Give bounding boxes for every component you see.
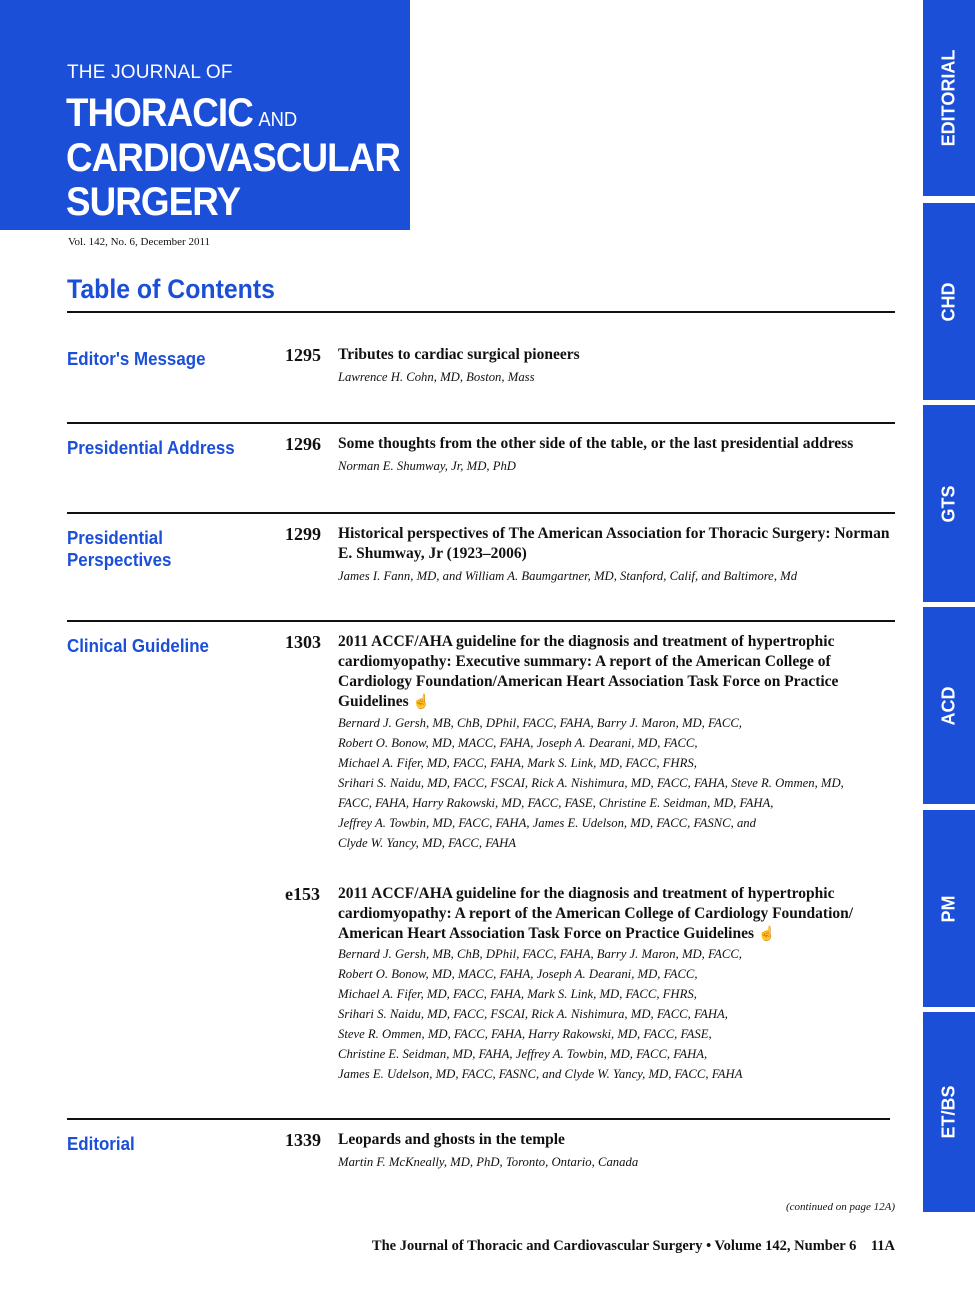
mouse-hand-icon[interactable]: ☝ (758, 927, 776, 942)
section-rule (67, 620, 895, 622)
tab-et-bs[interactable] (923, 1012, 975, 1212)
section-label: Presidential Perspectives (67, 528, 172, 570)
masthead-line-thoracic (66, 93, 297, 133)
article-title-text: 2011 ACCF/AHA guideline for the diagnosis and treatment of hypertrophic cardiomyopathy: Executive summary: A report of the American College of Cardiology Foundation/American Heart Association Task Force on Practice Guidelines (338, 633, 839, 710)
page-number: 1299 (285, 524, 321, 544)
continued-note: (continued on page 12A) (785, 1201, 895, 1213)
tab-label: PM (938, 895, 959, 922)
authors-line: James I. Fann, MD, and William A. Baumgartner, MD, Stanford, Calif, and Baltimore, Md (338, 569, 798, 583)
section-rule (67, 512, 895, 514)
page-number: 1295 (285, 345, 321, 365)
authors-line: Clyde W. Yancy, MD, FACC, FAHA (338, 836, 516, 850)
volume-info: Vol. 142, No. 6, December 2011 (68, 236, 211, 248)
authors-line: Robert O. Bonow, MD, MACC, FAHA, Joseph A. Dearani, MD, FACC, (338, 736, 698, 750)
article-title[interactable]: Some thoughts from the other side of the table, or the last presidential address (338, 435, 854, 452)
authors-line: Lawrence H. Cohn, MD, Boston, Mass (338, 370, 535, 384)
page-number: 1339 (285, 1130, 321, 1150)
page-number: e153 (285, 884, 320, 904)
tab-gts[interactable] (923, 405, 975, 602)
tab-editorial[interactable] (923, 0, 975, 196)
authors-line: Robert O. Bonow, MD, MACC, FAHA, Joseph A. Dearani, MD, FACC, (338, 967, 698, 981)
tab-label: GTS (938, 484, 959, 523)
tab-pm[interactable] (923, 810, 975, 1007)
tab-chd[interactable] (923, 203, 975, 400)
article-title[interactable]: Tributes to cardiac surgical pioneers (338, 346, 580, 363)
page-number: 1303 (285, 632, 321, 652)
section-label: Clinical Guideline (67, 636, 209, 656)
tab-label: CHD (938, 282, 959, 321)
authors-line: James E. Udelson, MD, FACC, FASNC, and Clyde W. Yancy, MD, FACC, FAHA (338, 1067, 743, 1081)
tab-label: ACD (938, 686, 959, 725)
article-title[interactable] (338, 632, 898, 713)
article-title-text: 2011 ACCF/AHA guideline for the diagnosis and treatment of hypertrophic cardiomyopathy: A report of the American College of Cardiology Foundation/ American Heart Association Task Force on Practice Guidelines (338, 885, 854, 942)
authors-line: Bernard J. Gersh, MB, ChB, DPhil, FACC, FAHA, Barry J. Maron, MD, FACC, (338, 947, 742, 961)
authors-line: Srihari S. Naidu, MD, FACC, FSCAI, Rick A. Nishimura, MD, FACC, FAHA, (338, 1007, 728, 1021)
authors-line: Michael A. Fifer, MD, FACC, FAHA, Mark S. Link, MD, FACC, FHRS, (338, 756, 697, 770)
page-title: Table of Contents (67, 274, 275, 304)
authors-line: Christine E. Seidman, MD, FAHA, Jeffrey A. Towbin, MD, FACC, FAHA, (338, 1047, 708, 1061)
authors-line: Michael A. Fifer, MD, FACC, FAHA, Mark S. Link, MD, FACC, FHRS, (338, 987, 697, 1001)
article-title[interactable]: Leopards and ghosts in the temple (338, 1131, 565, 1148)
authors-line: Norman E. Shumway, Jr, MD, PhD (338, 459, 516, 473)
article-title[interactable]: Historical perspectives of The American Association for Thoracic Surgery: Norman E. Shumway, Jr (1923–2006) (338, 525, 890, 562)
section-label: Editor's Message (67, 349, 206, 369)
journal-masthead (0, 0, 410, 230)
page-number: 1296 (285, 434, 321, 454)
section-tabs (923, 0, 975, 1215)
masthead-line-journal-of: THE JOURNAL OF (67, 62, 233, 83)
authors-line: Martin F. McKneally, MD, PhD, Toronto, Ontario, Canada (338, 1155, 639, 1169)
authors-line: Srihari S. Naidu, MD, FACC, FSCAI, Rick A. Nishimura, MD, FACC, FAHA, Steve R. Ommen, MD, (338, 776, 844, 790)
section-label: Editorial (67, 1134, 135, 1154)
tab-label: ET/BS (938, 1085, 959, 1139)
article-title[interactable] (338, 884, 898, 945)
masthead-thoracic: THORACIC (66, 91, 253, 135)
masthead-and: AND (258, 109, 298, 131)
authors-line: Jeffrey A. Towbin, MD, FACC, FAHA, James E. Udelson, MD, FACC, FASNC, and (338, 816, 756, 830)
section-rule (67, 422, 895, 424)
section-label: Presidential Address (67, 438, 235, 458)
mouse-hand-icon[interactable]: ☝ (412, 695, 431, 710)
masthead-cardiovascular: CARDIOVASCULAR (66, 136, 400, 180)
authors-line: Steve R. Ommen, MD, FACC, FAHA, Harry Rakowski, MD, FACC, FASE, (338, 1027, 712, 1041)
authors-line: Bernard J. Gersh, MB, ChB, DPhil, FACC, FAHA, Barry J. Maron, MD, FACC, (338, 716, 742, 730)
page-footer: The Journal of Thoracic and Cardiovascular Surgery • Volume 142, Number 6 11A (371, 1238, 895, 1254)
section-rule (67, 1118, 890, 1120)
masthead-surgery: SURGERY (66, 180, 241, 224)
title-rule (67, 311, 895, 313)
authors-line: FACC, FAHA, Harry Rakowski, MD, FACC, FASE, Christine E. Seidman, MD, FAHA, (338, 796, 774, 810)
tab-acd[interactable] (923, 607, 975, 804)
tab-label: EDITORIAL (938, 49, 959, 147)
